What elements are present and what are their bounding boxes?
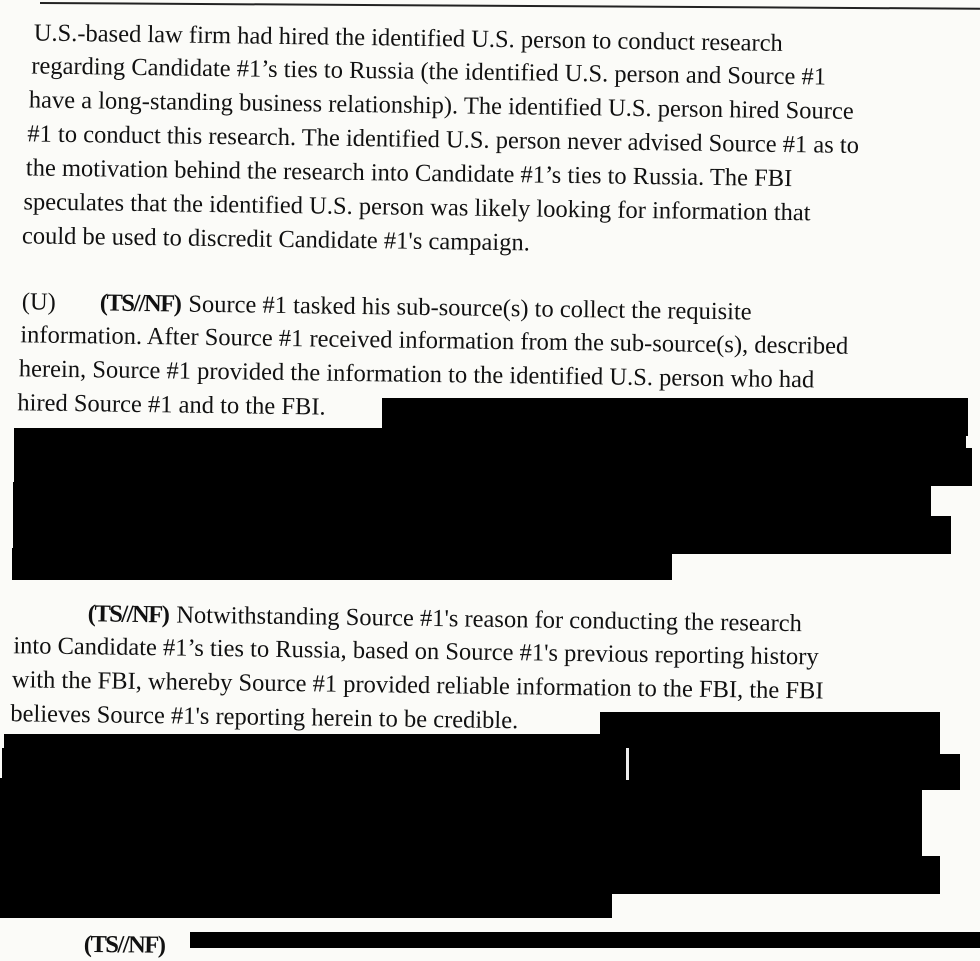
redaction-block bbox=[13, 482, 931, 520]
paragraph-line: believes Source #1's reporting herein to be credible. bbox=[10, 700, 519, 735]
paragraph-line: herein, Source #1 provided the information to the identified U.S. person who had bbox=[18, 355, 815, 394]
redaction-block bbox=[0, 778, 922, 862]
paragraph-text: Notwithstanding Source #1's reason for conducting the research bbox=[176, 601, 803, 638]
paragraph-line: U.S.-based law firm had hired the identified U.S. person to conduct research bbox=[33, 19, 783, 57]
redaction-gap bbox=[626, 748, 629, 780]
top-rule bbox=[40, 2, 980, 19]
paragraph-3 bbox=[0, 598, 980, 735]
paragraph-line: information. After Source #1 received information from the sub-source(s), described bbox=[20, 321, 849, 360]
paragraph-text: Source #1 tasked his sub-source(s) to collect the requisite bbox=[188, 290, 752, 326]
classification-marking: (TS//NF) bbox=[99, 289, 181, 318]
paragraph-line: could be used to discredit Candidate #1's campaign. bbox=[21, 222, 531, 257]
redaction-block bbox=[12, 548, 672, 580]
redaction-block bbox=[190, 932, 980, 948]
paragraph-2 bbox=[0, 287, 980, 421]
paragraph-1 bbox=[0, 18, 980, 257]
redaction-block bbox=[2, 748, 622, 782]
paragraph-line: regarding Candidate #1’s ties to Russia (the identified U.S. person and Source #1 bbox=[31, 52, 827, 91]
paragraph-4-start bbox=[84, 930, 173, 961]
redaction-block bbox=[600, 712, 940, 756]
paragraph-line: the motivation behind the research into Candidate #1’s ties to Russia. The FBI bbox=[25, 154, 793, 193]
portion-marking-unclassified: (U) bbox=[21, 288, 56, 316]
paragraph-line: have a long-standing business relationship). The identified U.S. person hired Source bbox=[28, 86, 854, 125]
redaction-block bbox=[14, 448, 972, 486]
paragraph-line: hired Source #1 and to the FBI. bbox=[17, 389, 326, 421]
classification-marking: (TS//NF) bbox=[83, 930, 165, 959]
redaction-block bbox=[0, 888, 612, 918]
classification-marking: (TS//NF) bbox=[87, 600, 169, 629]
paragraph-line: speculates that the identified U.S. person was likely looking for information that bbox=[23, 188, 811, 227]
paragraph-line: into Candidate #1’s ties to Russia, based on Source #1's previous reporting history bbox=[13, 632, 819, 671]
paragraph-line: #1 to conduct this research. The identified U.S. person never advised Source #1 as to bbox=[27, 120, 860, 160]
paragraph-line: with the FBI, whereby Source #1 provided reliable information to the FBI, the FBI bbox=[11, 666, 824, 705]
